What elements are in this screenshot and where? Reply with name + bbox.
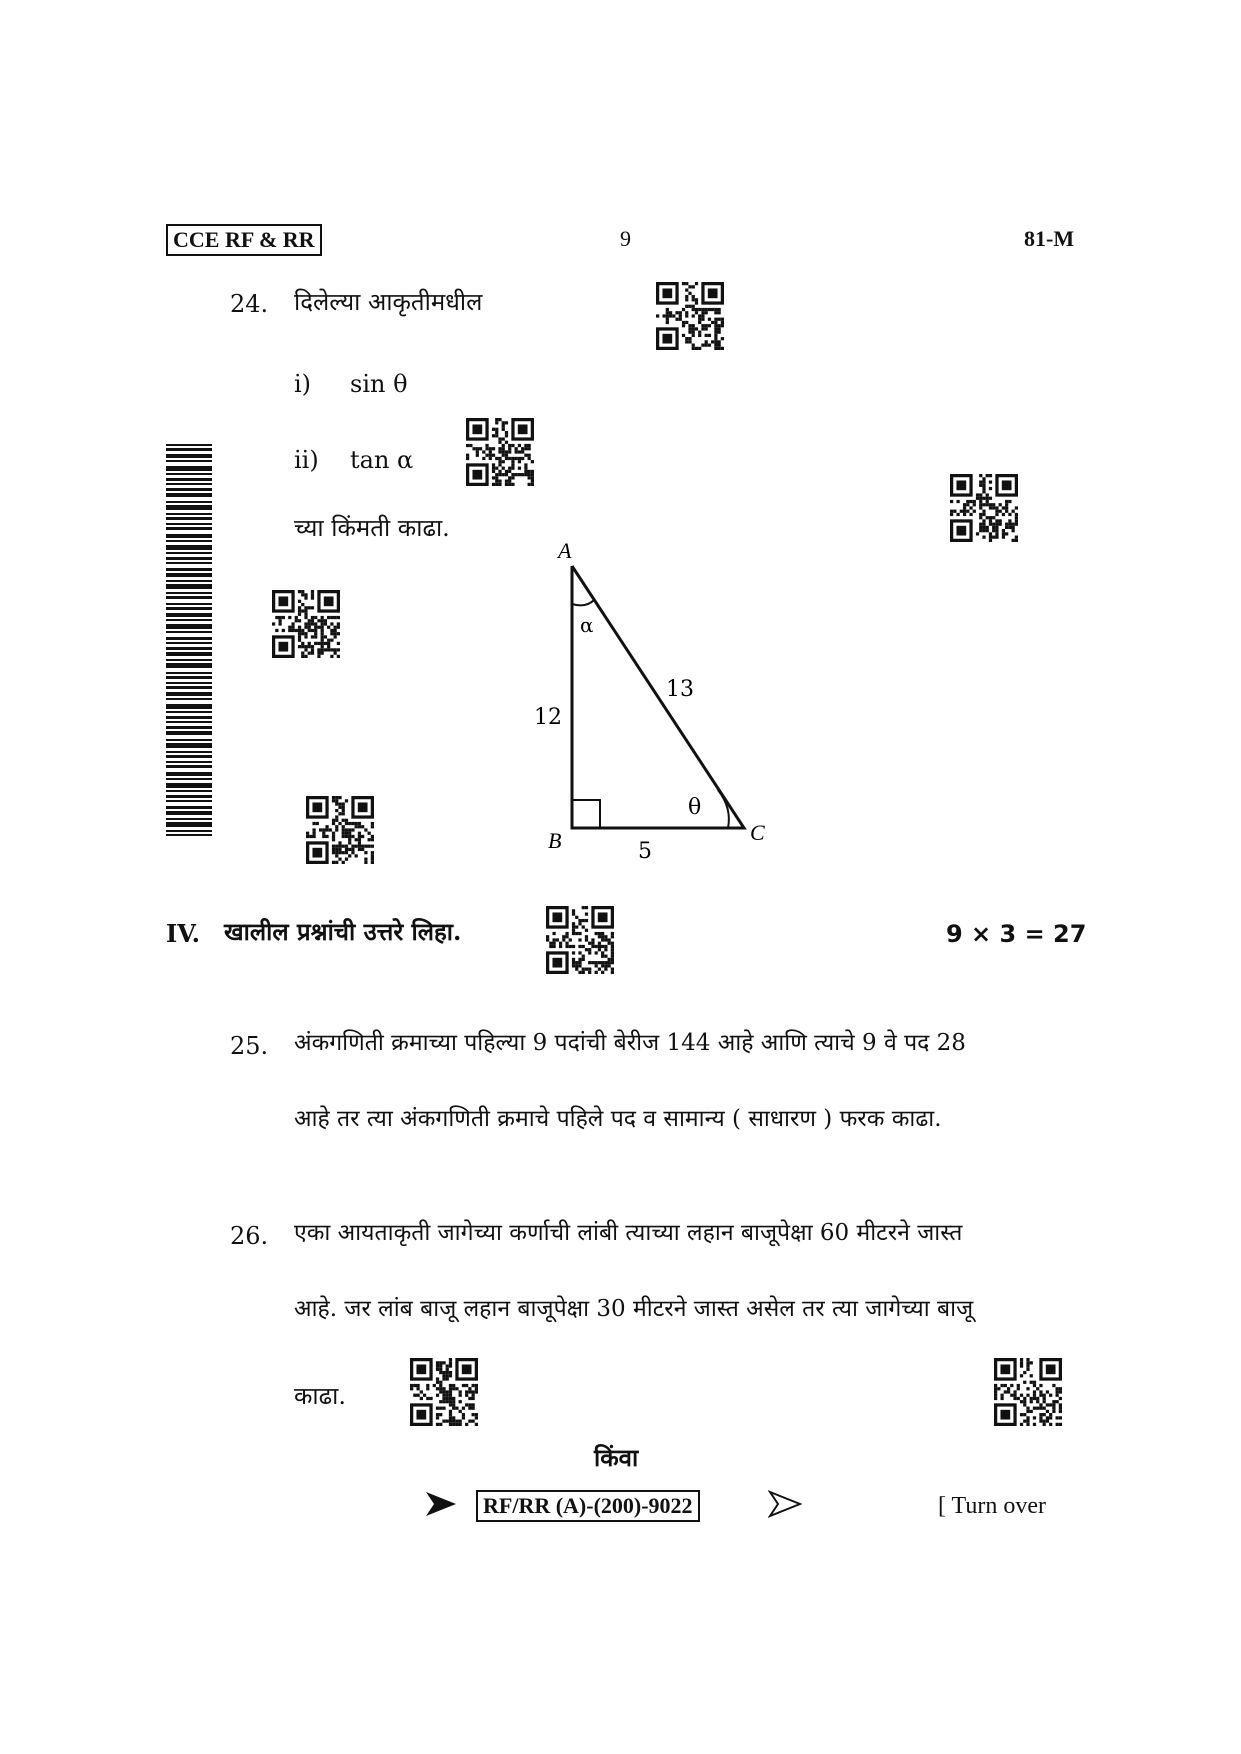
q26-number: 26. <box>230 1222 269 1250</box>
q25-line1: अंकगणिती क्रमाच्या पहिल्या 9 पदांची बेरीज 144 आहे आणि त्याचे 9 वे पद 28 <box>294 1030 966 1056</box>
q26-line2: आहे. जर लांब बाजू लहान बाजूपेक्षा 30 मीटरने जास्त असेल तर त्या जागेच्या बाजू <box>294 1296 974 1322</box>
header-code-box: CCE RF & RR <box>166 224 322 256</box>
q24-item-i-expr: sin θ <box>350 370 408 398</box>
right-angle-marker <box>572 800 600 828</box>
alpha-arc <box>572 600 594 605</box>
section-label: IV. <box>166 919 201 948</box>
side-ab-label: 12 <box>534 705 562 730</box>
q24-intro: दिलेल्या आकृतीमधील <box>294 288 483 316</box>
q24-item-ii-label: ii) <box>294 446 319 474</box>
section-marks: 9 × 3 = 27 <box>946 920 1087 948</box>
qr-code-icon <box>306 796 374 864</box>
q25-number: 25. <box>230 1032 269 1060</box>
q24-item-ii-expr: tan α <box>350 446 414 474</box>
footer-code-box: RF/RR (A)-(200)-9022 <box>476 1490 700 1522</box>
q24-number: 24. <box>230 290 269 318</box>
or-label: किंवा <box>594 1443 639 1472</box>
qr-code-icon <box>272 590 340 658</box>
section-title: खालील प्रश्नांची उत्तरे लिहा. <box>224 917 462 946</box>
qr-code-icon <box>466 418 534 486</box>
paper-code: 81-M <box>1024 226 1075 251</box>
triangle-figure <box>520 540 820 870</box>
qr-code-icon <box>546 906 614 974</box>
qr-code-icon <box>656 282 724 350</box>
vertex-b-label: B <box>548 828 562 853</box>
vertex-c-label: C <box>750 820 765 845</box>
angle-alpha-label: α <box>580 613 594 637</box>
qr-code-icon <box>994 1358 1062 1426</box>
page-number: 9 <box>620 226 631 251</box>
side-bc-label: 5 <box>638 839 652 864</box>
qr-code-icon <box>950 474 1018 542</box>
q24-outro: च्या किंमती काढा. <box>294 514 450 542</box>
side-ac-label: 13 <box>666 677 694 702</box>
q26-line1: एका आयताकृती जागेच्या कर्णाची लांबी त्याच्या लहान बाजूपेक्षा 60 मीटरने जास्त <box>294 1220 963 1246</box>
q26-line3: काढा. <box>294 1382 347 1410</box>
angle-theta-label: θ <box>688 795 702 820</box>
vertex-a-label: A <box>558 540 572 563</box>
turn-over-label: [ Turn over <box>938 1493 1047 1519</box>
q24-item-i-label: i) <box>294 370 312 398</box>
barcode <box>166 444 212 836</box>
qr-code-icon <box>410 1358 478 1426</box>
arrow-right-icon <box>768 1490 802 1518</box>
arrow-left-icon <box>424 1490 458 1518</box>
q25-line2: आहे तर त्या अंकगणिती क्रमाचे पहिले पद व सामान्य ( साधारण ) फरक काढा. <box>294 1106 942 1132</box>
triangle-outline <box>572 566 744 828</box>
